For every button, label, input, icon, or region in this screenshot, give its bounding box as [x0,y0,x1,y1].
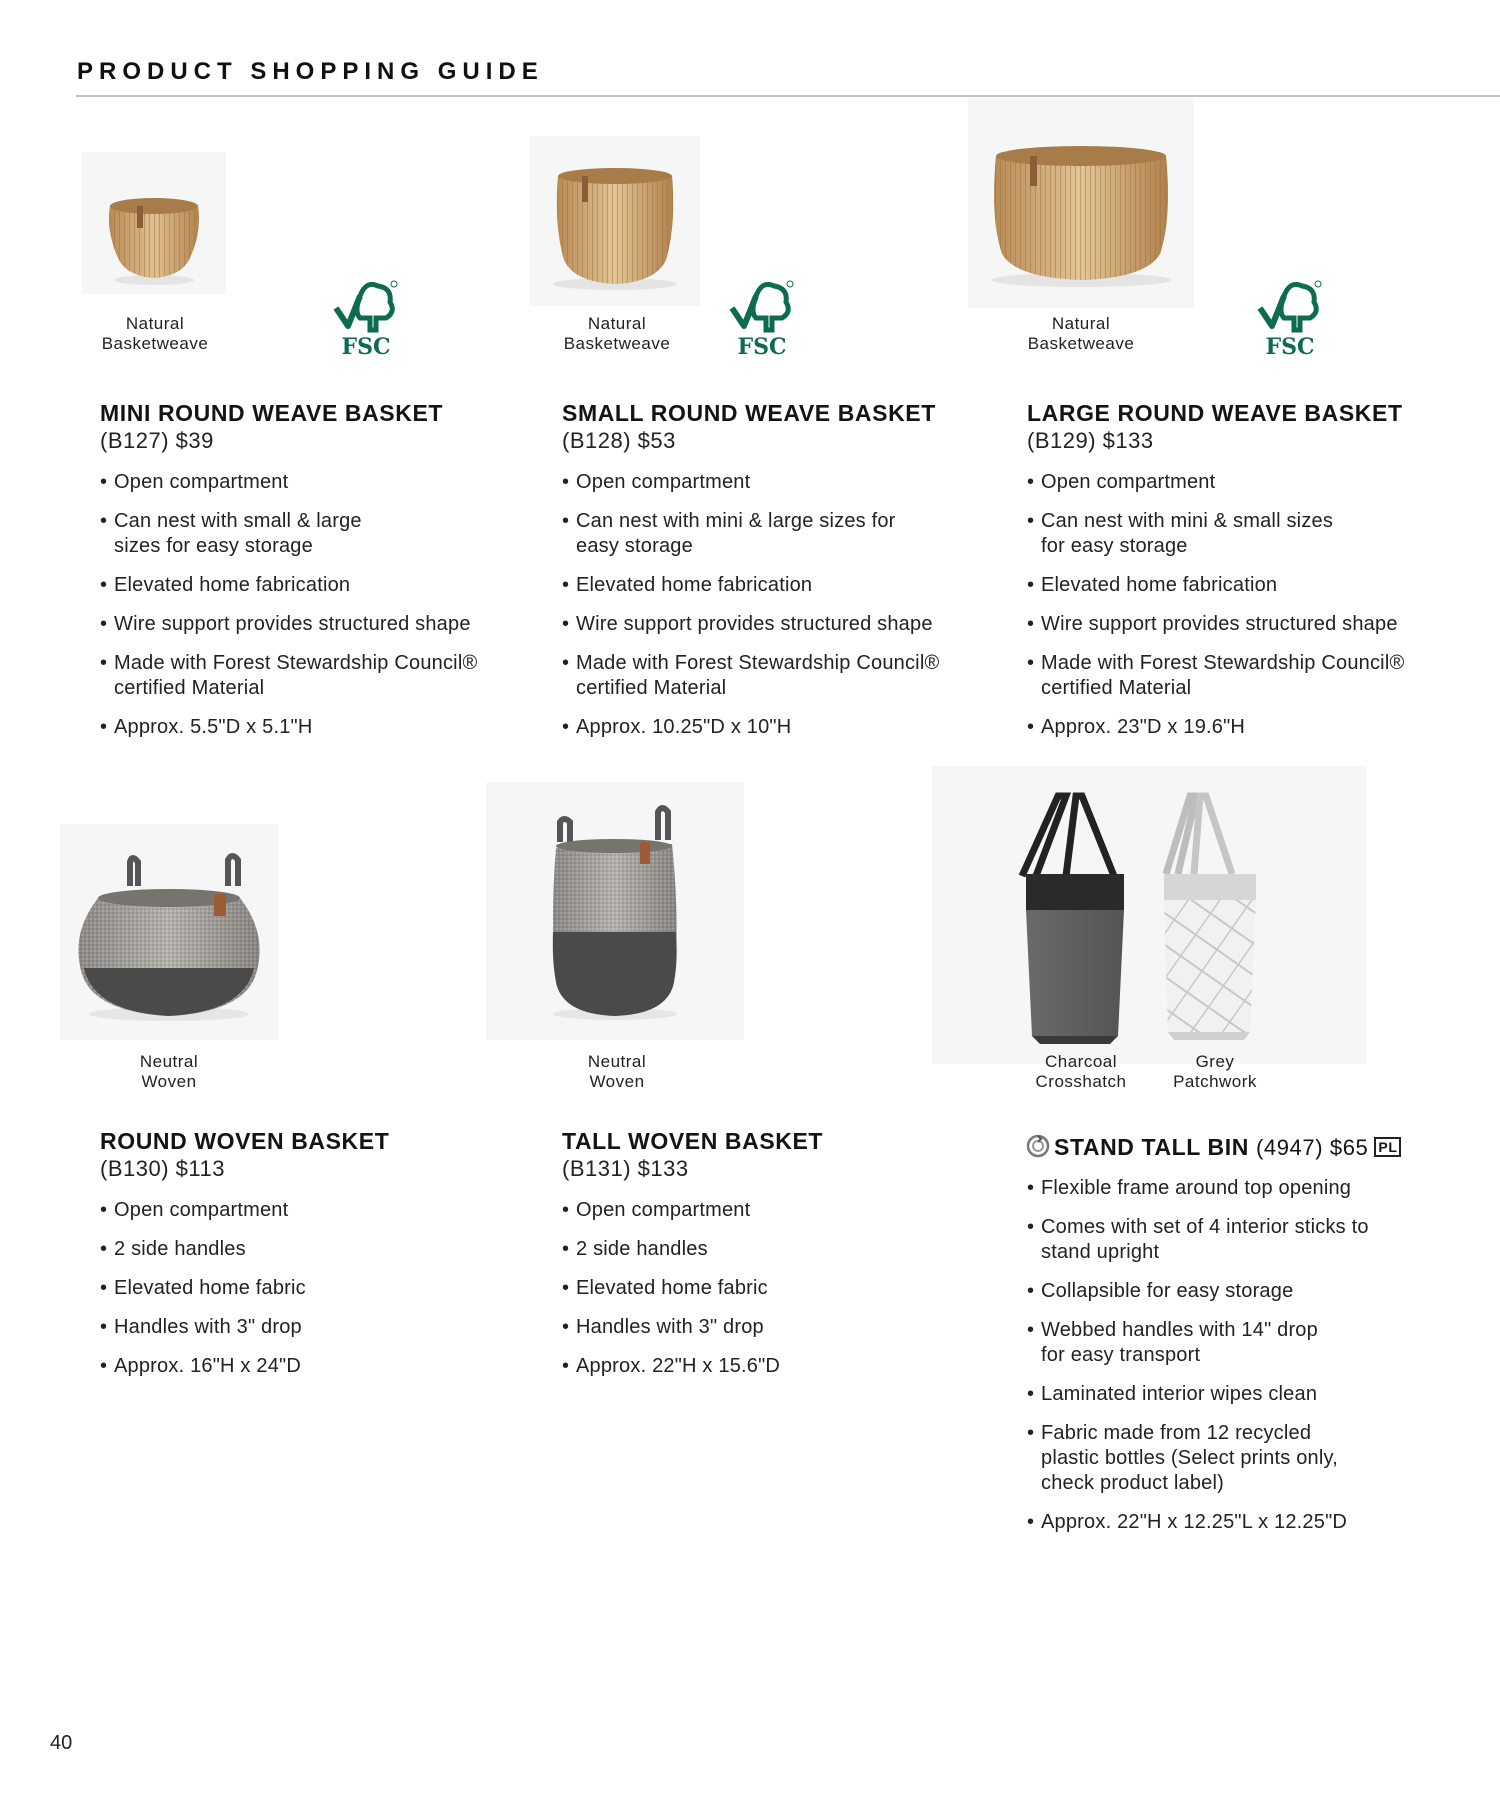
feature-item: • Handles with 3" drop [100,1315,500,1340]
feature-item: • Can nest with mini & small sizes for easy storage [1027,509,1361,559]
product-sku-price: (B131) $133 [562,1156,689,1181]
feature-item: • Approx. 23"D x 19.6"H [1027,715,1427,740]
swatch-label-charcoal [1016,1052,1146,1092]
product-sku-price: (B127) $39 [100,428,214,453]
feature-item: • Flexible frame around top opening [1027,1176,1387,1201]
stand-tall-bin-image [932,766,1366,1064]
feature-item: • Elevated home fabrication [562,573,962,598]
product-sku-price: (B128) $53 [562,428,676,453]
feature-item: • Made with Forest Stewardship Council® certified Material [562,651,966,701]
fsc-text: FSC [737,334,787,360]
feature-item: • Elevated home fabrication [100,573,500,598]
product-name: LARGE ROUND WEAVE BASKET [1027,400,1403,426]
feature-item: • Wire support provides structured shape [562,612,962,637]
product-name: SMALL ROUND WEAVE BASKET [562,400,936,426]
feature-item: • Can nest with mini & large sizes for easy storage [562,509,896,559]
feature-item: • Open compartment [1027,470,1427,495]
swatch-label-line1: Natural [587,314,647,333]
swatch-label-line1: Natural [1051,314,1111,333]
swatch-label-line1: Charcoal [1044,1052,1118,1071]
feature-item: • Open compartment [562,1198,962,1223]
feature-item: • 2 side handles [562,1237,962,1262]
feature-item: • Can nest with small & large sizes for easy storage [100,509,414,559]
swatch-label-line1: Neutral [139,1052,199,1071]
feature-item: • Wire support provides structured shape [1027,612,1427,637]
swatch-label-line2: Patchwork [1173,1072,1257,1091]
feature-item: • Approx. 22"H x 12.25"L x 12.25"D [1027,1510,1387,1535]
feature-item: • Approx. 10.25"D x 10"H [562,715,962,740]
product-sku-price: (B129) $133 [1027,428,1154,453]
swatch-label-line2: Basketweave [563,334,671,353]
fsc-text: FSC [1265,334,1315,360]
feature-item: • Fabric made from 12 recycled plastic bottles (Select prints only, check product label) [1027,1421,1361,1496]
pl-badge: PL [1374,1137,1401,1157]
recycle-icon [1026,1134,1050,1158]
feature-item: • Open compartment [562,470,962,495]
feature-item: • Elevated home fabric [100,1276,500,1301]
feature-item: • Elevated home fabrication [1027,573,1427,598]
feature-item: • Comes with set of 4 interior sticks to stand upright [1027,1215,1391,1265]
feature-item: • Collapsible for easy storage [1027,1279,1387,1304]
feature-item: • Open compartment [100,1198,500,1223]
swatch-label-grey [1150,1052,1280,1092]
feature-item: • Open compartment [100,470,500,495]
swatch-label-line1: Natural [125,314,185,333]
fsc-text: FSC [341,334,391,360]
feature-item: • Laminated interior wipes clean [1027,1382,1387,1407]
feature-list [1027,1176,1387,1549]
feature-item: • 2 side handles [100,1237,500,1262]
product-name: ROUND WOVEN BASKET [100,1128,390,1154]
swatch-label-line2: Basketweave [101,334,209,353]
swatch-label-line2: Woven [589,1072,645,1091]
feature-item: • Handles with 3" drop [562,1315,962,1340]
swatch-label-line2: Basketweave [1027,334,1135,353]
product-sku-price: (B130) $113 [100,1156,225,1181]
feature-item: • Approx. 16"H x 24"D [100,1354,500,1379]
feature-item: • Webbed handles with 14" drop for easy transport [1027,1318,1341,1368]
feature-item: • Approx. 22"H x 15.6"D [562,1354,962,1379]
swatch-label-line2: Crosshatch [1035,1072,1127,1091]
swatch-label-line1: Neutral [587,1052,647,1071]
product-name: MINI ROUND WEAVE BASKET [100,400,444,426]
swatch-label-line1: Grey [1195,1052,1235,1071]
product-name-row [1026,1134,1401,1161]
feature-item: • Approx. 5.5"D x 5.1"H [100,715,500,740]
feature-item: • Wire support provides structured shape [100,612,500,637]
feature-item: • Made with Forest Stewardship Council® certified Material [100,651,504,701]
product-sku-price: (4947) $65 [1255,1135,1369,1160]
product-name: TALL WOVEN BASKET [562,1128,824,1154]
page-number: 40 [50,1732,73,1754]
page-header-title: PRODUCT SHOPPING GUIDE [77,58,544,85]
product-name: STAND TALL BIN [1054,1134,1249,1160]
feature-item: • Made with Forest Stewardship Council® certified Material [1027,651,1431,701]
feature-item: • Elevated home fabric [562,1276,962,1301]
swatch-label-line2: Woven [141,1072,197,1091]
